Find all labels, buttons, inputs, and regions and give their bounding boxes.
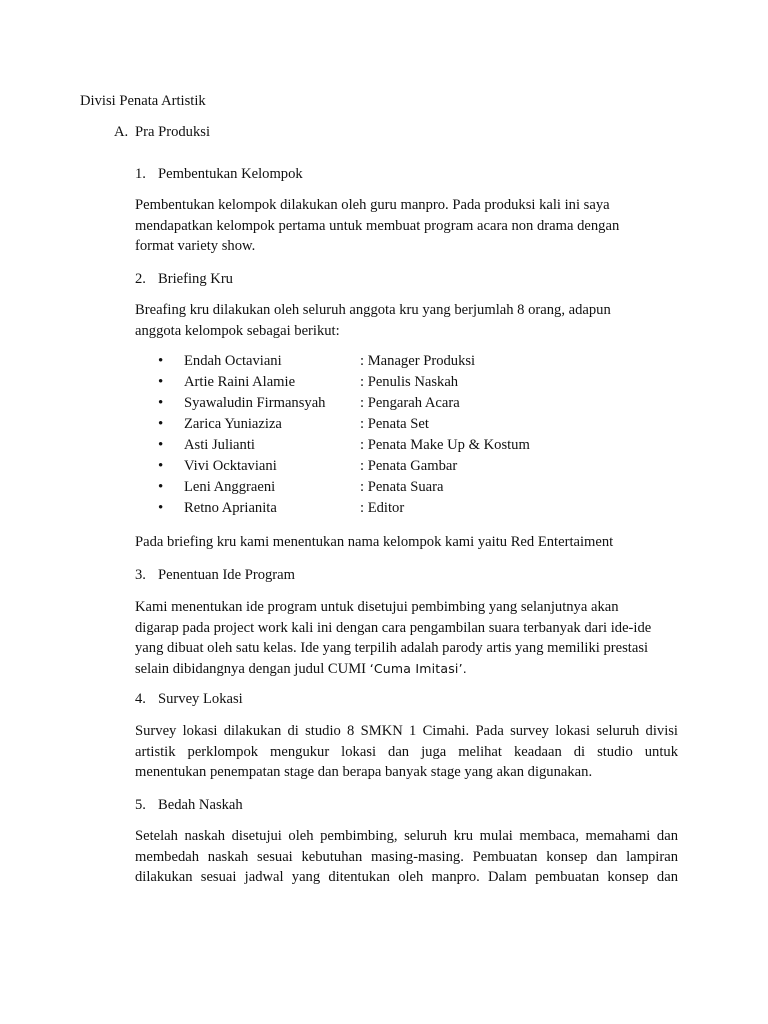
bullet-icon: • bbox=[158, 374, 164, 390]
list-item bbox=[135, 435, 695, 456]
crew-name: Artie Raini Alamie bbox=[184, 374, 296, 390]
paragraph-text: selain dibidangnya dengan judul CUMI bbox=[135, 660, 370, 677]
paragraph-line: menentukan penempatan stage dan berapa banyak stage yang akan digunakan. bbox=[135, 764, 593, 780]
section-a-marker: A. bbox=[114, 124, 129, 140]
crew-role: : Penata Suara bbox=[360, 479, 444, 495]
bullet-icon: • bbox=[158, 458, 164, 474]
paragraph-line: artistik perklompok mengukur lokasi dan juga melihat keadaan di studio untuk bbox=[135, 743, 678, 760]
crew-role: : Pengarah Acara bbox=[360, 395, 460, 411]
item-3-number: 3. bbox=[135, 567, 146, 583]
bullet-icon: • bbox=[158, 437, 164, 453]
item-5-number: 5. bbox=[135, 797, 146, 813]
item-2-number: 2. bbox=[135, 271, 146, 287]
bullet-icon: • bbox=[158, 353, 164, 369]
paragraph-line: Setelah naskah disetujui oleh pembimbing, seluruh kru mulai membaca, memahami dan bbox=[135, 828, 678, 844]
paragraph-line bbox=[135, 659, 678, 680]
bullet-icon: • bbox=[158, 479, 164, 495]
crew-role: : Penata Gambar bbox=[360, 458, 458, 474]
item-2-title: Briefing Kru bbox=[158, 271, 233, 287]
item-1-title: Pembentukan Kelompok bbox=[158, 166, 303, 182]
item-3-paragraph bbox=[135, 597, 678, 679]
item-3-title: Penentuan Ide Program bbox=[158, 567, 295, 583]
bullet-icon: • bbox=[158, 395, 164, 411]
list-item bbox=[135, 477, 695, 498]
bullet-icon: • bbox=[158, 500, 164, 516]
document-heading: Divisi Penata Artistik bbox=[80, 93, 206, 109]
paragraph-line: digarap pada project work kali ini dengan cara pengambilan suara terbanyak dari ide-ide bbox=[135, 619, 652, 636]
item-1-paragraph bbox=[135, 195, 678, 257]
crew-role: : Penata Make Up & Kostum bbox=[360, 437, 530, 453]
crew-role: : Penata Set bbox=[360, 416, 429, 432]
crew-name: Endah Octaviani bbox=[184, 353, 282, 369]
item-1-number: 1. bbox=[135, 166, 146, 182]
paragraph-line: Pembentukan kelompok dilakukan oleh guru manpro. Pada produksi kali ini saya bbox=[135, 197, 610, 213]
paragraph-line: membedah naskah sesuai kebutuhan masing-masing. Pembuatan konsep dan lampiran bbox=[135, 848, 678, 865]
item-5-title: Bedah Naskah bbox=[158, 797, 243, 813]
crew-role: : Editor bbox=[360, 500, 405, 516]
list-item bbox=[135, 414, 695, 435]
paragraph-line: format variety show. bbox=[135, 238, 256, 254]
item-4-paragraph bbox=[135, 721, 678, 783]
paragraph-line: anggota kelompok sebagai berikut: bbox=[135, 322, 340, 339]
list-item bbox=[135, 456, 695, 477]
crew-name: Zarica Yuniaziza bbox=[184, 416, 282, 432]
paragraph-line: yang dibuat oleh satu kelas. Ide yang terpilih adalah parody artis yang memiliki prestasi bbox=[135, 640, 649, 656]
paragraph-line: Survey lokasi dilakukan di studio 8 SMKN 1 Cimahi. Pada survey lokasi seluruh divisi bbox=[135, 723, 678, 739]
item-4-title: Survey Lokasi bbox=[158, 691, 243, 707]
crew-role: : Manager Produksi bbox=[360, 353, 476, 369]
crew-role: : Penulis Naskah bbox=[360, 374, 459, 390]
paragraph-line: dilakukan sesuai jadwal yang ditentukan oleh manpro. Dalam pembuatan konsep dan bbox=[135, 869, 678, 885]
list-item bbox=[135, 372, 695, 393]
crew-name: Syawaludin Firmansyah bbox=[184, 395, 326, 411]
item-2-paragraph bbox=[135, 300, 678, 341]
section-a-title: Pra Produksi bbox=[135, 124, 210, 140]
paragraph-line: mendapatkan kelompok pertama untuk membuat program acara non drama dengan bbox=[135, 217, 620, 234]
crew-name: Leni Anggraeni bbox=[184, 479, 276, 495]
list-item bbox=[135, 351, 695, 372]
crew-list bbox=[135, 351, 695, 519]
paragraph-line: Kami menentukan ide program untuk disetujui pembimbing yang selanjutnya akan bbox=[135, 599, 619, 615]
crew-name: Vivi Ocktaviani bbox=[184, 458, 277, 474]
item-4-number: 4. bbox=[135, 691, 146, 707]
paragraph-line: Breafing kru dilakukan oleh seluruh anggota kru yang berjumlah 8 orang, adapun bbox=[135, 302, 611, 318]
item-2-closing: Pada briefing kru kami menentukan nama kelompok kami yaitu Red Entertaiment bbox=[135, 534, 614, 550]
list-item bbox=[135, 393, 695, 414]
program-title-quote: ‘Cuma Imitasi’. bbox=[369, 660, 467, 676]
crew-name: Retno Aprianita bbox=[184, 500, 277, 516]
list-item bbox=[135, 498, 695, 519]
crew-name: Asti Julianti bbox=[184, 437, 255, 453]
bullet-icon: • bbox=[158, 416, 164, 432]
item-5-paragraph bbox=[135, 826, 678, 888]
